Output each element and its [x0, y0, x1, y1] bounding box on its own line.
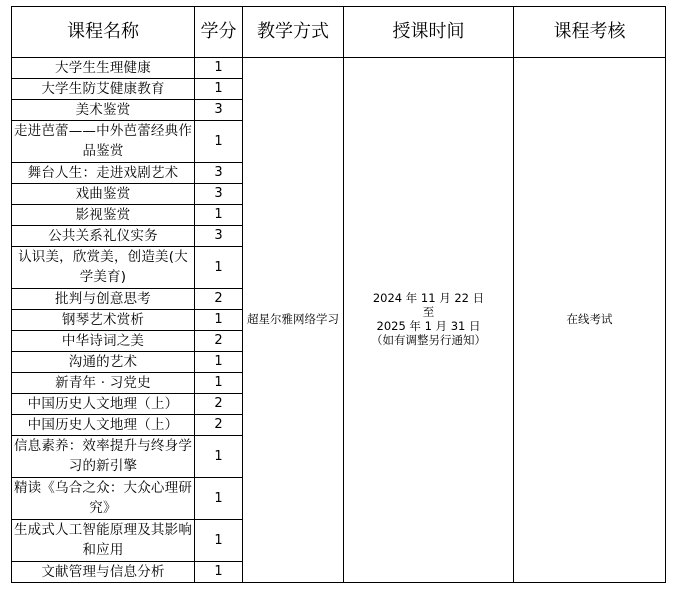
course-name: 走进芭蕾——中外芭蕾经典作品鉴赏 [12, 121, 195, 163]
header-row [12, 7, 666, 58]
course-name: 中国历史人文地理（上） [12, 415, 195, 436]
header-assessment: 课程考核 [514, 7, 666, 58]
course-name: 精读《乌合之众：大众心理研究》 [12, 478, 195, 520]
course-name: 钢琴艺术赏析 [12, 310, 195, 331]
header-time: 授课时间 [344, 7, 514, 58]
course-credit: 1 [195, 436, 243, 478]
course-credit: 3 [195, 100, 243, 121]
course-name: 戏曲鉴赏 [12, 184, 195, 205]
course-credit: 1 [195, 478, 243, 520]
course-name: 舞台人生：走进戏剧艺术 [12, 163, 195, 184]
course-name: 生成式人工智能原理及其影响和应用 [12, 520, 195, 562]
course-name: 沟通的艺术 [12, 352, 195, 373]
time-note: （如有调整另行通知） [371, 332, 486, 347]
teaching-method: 超星尔雅网络学习 [243, 58, 344, 583]
header-credit: 学分 [195, 7, 243, 58]
teaching-time [344, 58, 514, 583]
course-credit: 2 [195, 289, 243, 310]
course-name: 美术鉴赏 [12, 100, 195, 121]
course-credit: 2 [195, 415, 243, 436]
course-name: 公共关系礼仪实务 [12, 226, 195, 247]
course-table [11, 6, 666, 583]
course-credit: 1 [195, 310, 243, 331]
course-name: 文献管理与信息分析 [12, 562, 195, 583]
course-credit: 3 [195, 163, 243, 184]
course-credit: 1 [195, 79, 243, 100]
course-credit: 2 [195, 331, 243, 352]
header-course-name: 课程名称 [12, 7, 195, 58]
course-credit: 1 [195, 352, 243, 373]
time-to: 至 [422, 305, 435, 320]
course-name: 大学生生理健康 [12, 58, 195, 79]
time-end: 2025 年 1 月 31 日 [376, 319, 481, 333]
course-name: 影视鉴赏 [12, 205, 195, 226]
course-credit: 1 [195, 247, 243, 289]
course-credit: 1 [195, 562, 243, 583]
course-credit: 1 [195, 205, 243, 226]
course-credit: 1 [195, 373, 243, 394]
course-credit: 3 [195, 226, 243, 247]
table-row [12, 58, 666, 79]
course-name: 中华诗词之美 [12, 331, 195, 352]
course-credit: 2 [195, 394, 243, 415]
course-credit: 1 [195, 58, 243, 79]
course-name: 中国历史人文地理（上） [12, 394, 195, 415]
course-name: 批判与创意思考 [12, 289, 195, 310]
course-credit: 1 [195, 121, 243, 163]
course-name: 新青年 · 习党史 [12, 373, 195, 394]
course-name: 认识美，欣赏美，创造美(大学美育) [12, 247, 195, 289]
time-start: 2024 年 11 月 22 日 [372, 291, 485, 306]
course-name: 信息素养：效率提升与终身学习的新引擎 [12, 436, 195, 478]
header-method: 教学方式 [243, 7, 344, 58]
course-credit: 3 [195, 184, 243, 205]
assessment: 在线考试 [514, 58, 666, 583]
course-name: 大学生防艾健康教育 [12, 79, 195, 100]
course-credit: 1 [195, 520, 243, 562]
